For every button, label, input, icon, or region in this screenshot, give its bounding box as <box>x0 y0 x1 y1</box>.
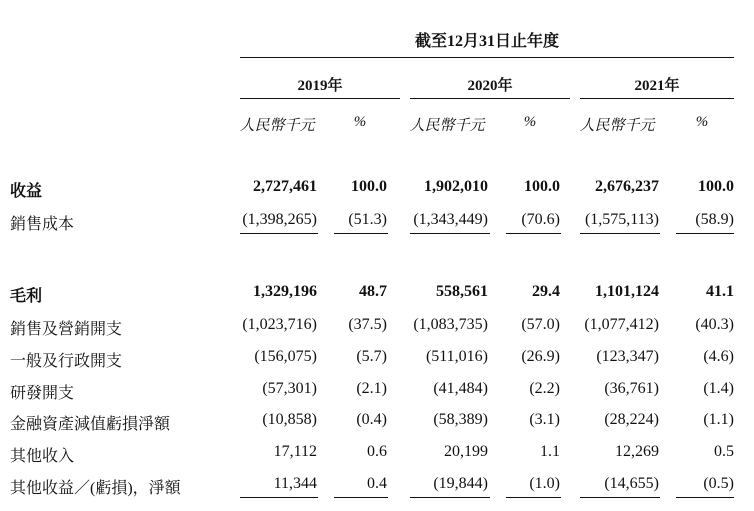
subtotal-rule <box>334 497 388 498</box>
period-title: 截至12月31日止年度 <box>414 33 559 50</box>
row-label: 金融資產減值虧損淨額 <box>10 416 171 433</box>
amount-cell: 2,727,461 <box>253 178 317 195</box>
amount-cell: (14,655) <box>604 475 659 492</box>
unit-amount-0: 人民幣千元 <box>239 118 315 134</box>
subtotal-rule <box>580 497 660 498</box>
year-header-1: 2020年 <box>467 78 513 94</box>
percent-cell: (57.0) <box>521 316 560 333</box>
percent-cell: (4.6) <box>703 348 734 365</box>
unit-amount-2: 人民幣千元 <box>579 118 655 134</box>
percent-cell: (70.6) <box>521 211 560 228</box>
year-header-2: 2021年 <box>634 78 680 94</box>
amount-cell: (41,484) <box>433 380 488 397</box>
amount-cell: 11,344 <box>273 475 317 492</box>
amount-cell: 1,101,124 <box>595 283 659 300</box>
percent-cell: (1.4) <box>703 380 734 397</box>
amount-cell: (36,761) <box>604 380 659 397</box>
amount-cell: 1,902,010 <box>424 178 488 195</box>
subtotal-rule <box>506 497 561 498</box>
period-rule <box>240 57 734 58</box>
unit-amount-1: 人民幣千元 <box>409 118 485 134</box>
unit-percent-0: % <box>353 114 367 130</box>
percent-cell: (2.2) <box>529 380 560 397</box>
percent-cell: (37.5) <box>348 316 387 333</box>
row-label: 一般及行政開支 <box>10 353 123 370</box>
percent-cell: 1.1 <box>540 443 560 460</box>
unit-percent-1: % <box>523 114 537 130</box>
subtotal-rule <box>334 233 388 234</box>
amount-cell: 12,269 <box>615 443 659 460</box>
percent-cell: (0.5) <box>703 475 734 492</box>
percent-cell: 0.6 <box>367 443 387 460</box>
percent-cell: 41.1 <box>706 283 734 300</box>
year-rule-0 <box>240 98 400 99</box>
percent-cell: (1.1) <box>703 411 734 428</box>
amount-cell: (57,301) <box>262 380 317 397</box>
amount-cell: (1,398,265) <box>242 211 317 228</box>
subtotal-rule <box>240 233 318 234</box>
year-rule-2 <box>580 98 734 99</box>
year-header-0: 2019年 <box>297 78 343 94</box>
amount-cell: (156,075) <box>254 348 317 365</box>
row-label: 其他收益／(虧損)，淨額 <box>10 480 181 497</box>
row-label: 毛利 <box>10 288 43 305</box>
percent-cell: 0.5 <box>714 443 734 460</box>
subtotal-rule <box>580 233 660 234</box>
row-label: 研發開支 <box>10 385 75 402</box>
percent-cell: (5.7) <box>356 348 387 365</box>
percent-cell: (58.9) <box>695 211 734 228</box>
amount-cell: 17,112 <box>273 443 317 460</box>
amount-cell: (123,347) <box>596 348 659 365</box>
amount-cell: (1,343,449) <box>413 211 488 228</box>
amount-cell: 1,329,196 <box>253 283 317 300</box>
subtotal-rule <box>676 233 734 234</box>
percent-cell: 100.0 <box>524 178 560 195</box>
amount-cell: (10,858) <box>262 411 317 428</box>
row-label: 收益 <box>10 183 43 200</box>
amount-cell: (28,224) <box>604 411 659 428</box>
percent-cell: (3.1) <box>529 411 560 428</box>
percent-cell: 100.0 <box>351 178 387 195</box>
amount-cell: 558,561 <box>436 283 488 300</box>
unit-percent-2: % <box>695 114 709 130</box>
year-rule-1 <box>410 98 570 99</box>
percent-cell: 29.4 <box>532 283 560 300</box>
amount-cell: (511,016) <box>425 348 488 365</box>
amount-cell: (1,575,113) <box>584 211 659 228</box>
amount-cell: (58,389) <box>433 411 488 428</box>
subtotal-rule <box>410 497 490 498</box>
percent-cell: (0.4) <box>356 411 387 428</box>
amount-cell: (1,077,412) <box>584 316 659 333</box>
percent-cell: (2.1) <box>356 380 387 397</box>
amount-cell: 20,199 <box>444 443 488 460</box>
amount-cell: (19,844) <box>433 475 488 492</box>
percent-cell: 0.4 <box>367 475 387 492</box>
percent-cell: (1.0) <box>529 475 560 492</box>
percent-cell: 48.7 <box>359 283 387 300</box>
row-label: 其他收入 <box>10 448 75 465</box>
subtotal-rule <box>410 233 490 234</box>
percent-cell: (26.9) <box>521 348 560 365</box>
row-label: 銷售成本 <box>10 216 75 233</box>
percent-cell: (51.3) <box>348 211 387 228</box>
percent-cell: (40.3) <box>695 316 734 333</box>
amount-cell: (1,083,735) <box>413 316 488 333</box>
amount-cell: 2,676,237 <box>595 178 659 195</box>
row-label: 銷售及營銷開支 <box>10 321 123 338</box>
subtotal-rule <box>240 497 318 498</box>
subtotal-rule <box>506 233 561 234</box>
amount-cell: (1,023,716) <box>242 316 317 333</box>
percent-cell: 100.0 <box>698 178 734 195</box>
subtotal-rule <box>676 497 734 498</box>
